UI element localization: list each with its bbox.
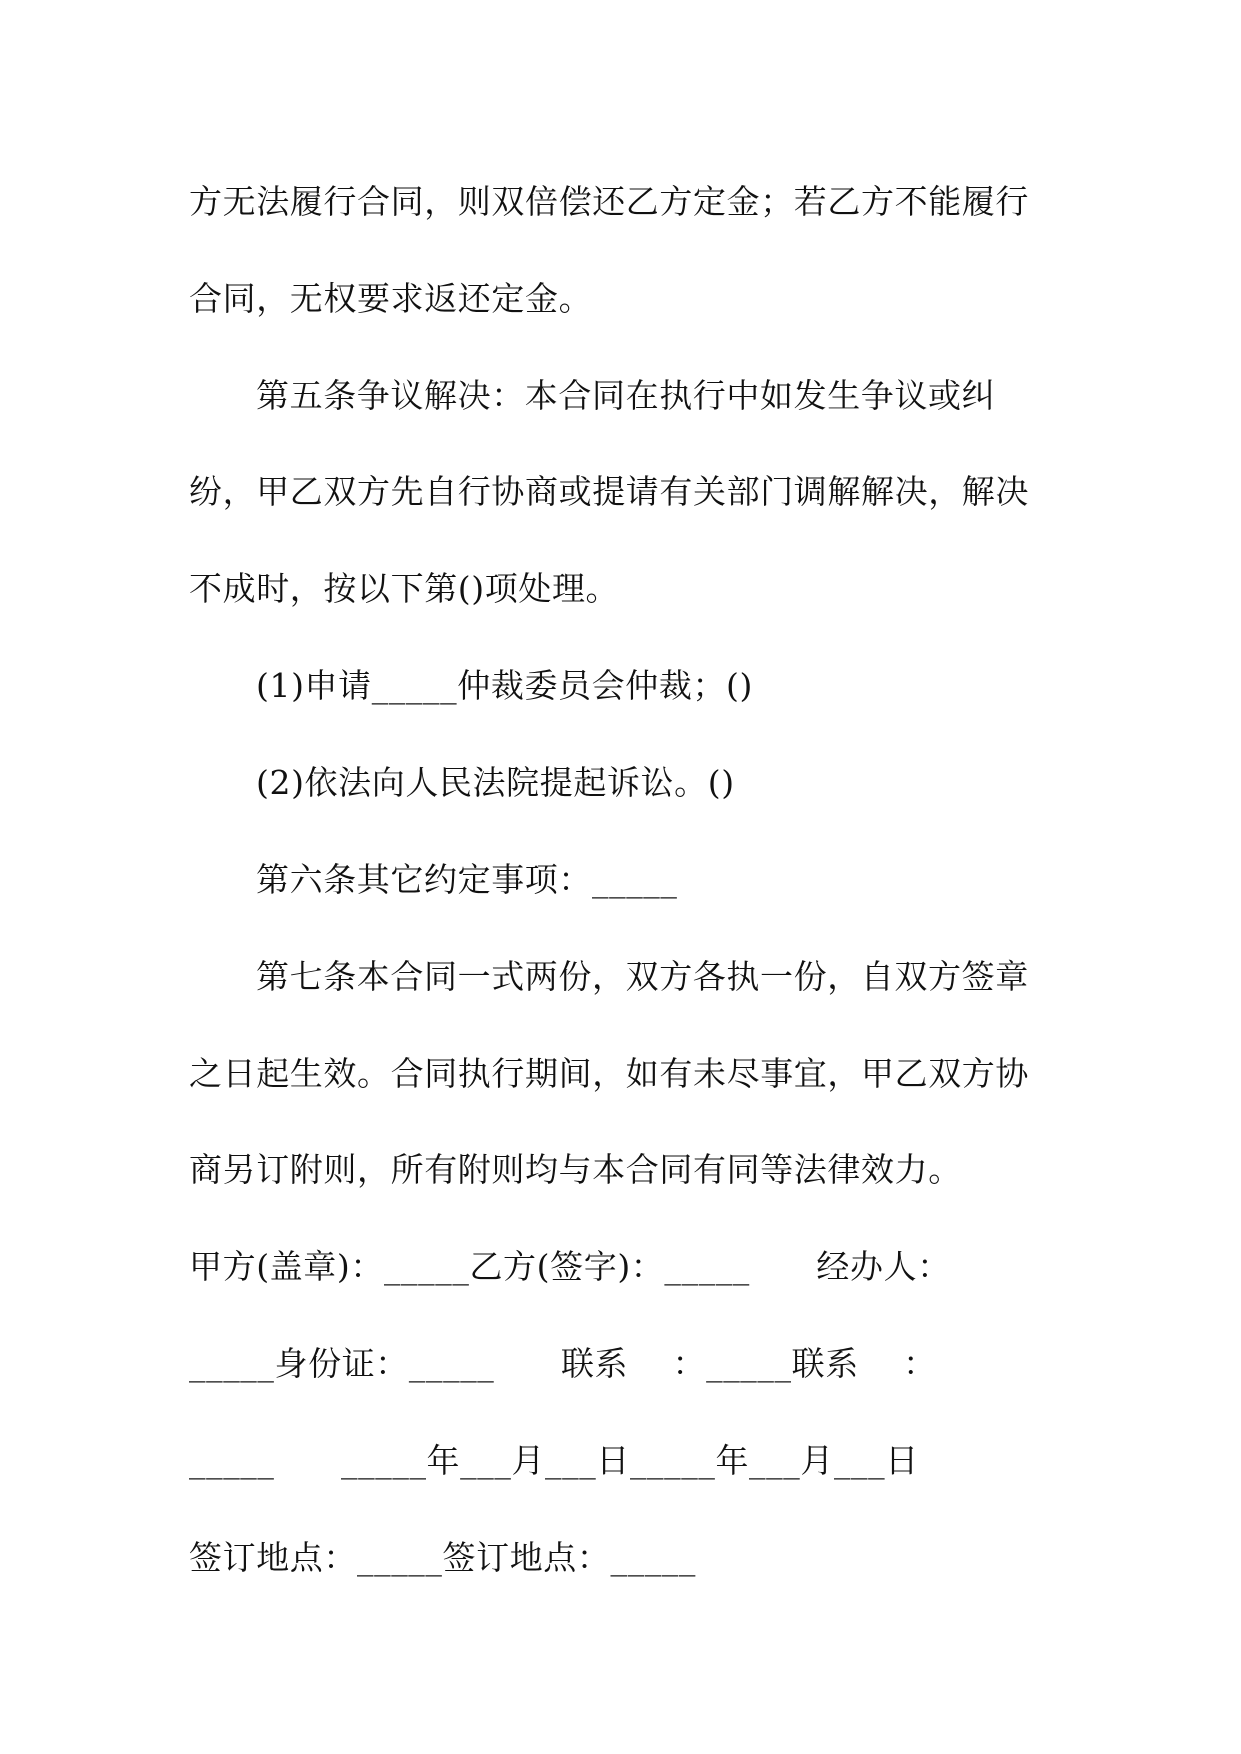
article-7: 第七条本合同一式两份，双方各执一份，自双方签章 bbox=[256, 957, 1029, 996]
option-2: (2)依法向人民法院提起诉讼。() bbox=[256, 763, 735, 802]
option-1: (1)申请_____仲裁委员会仲裁；() bbox=[256, 666, 753, 705]
article-6: 第六条其它约定事项：_____ bbox=[256, 860, 678, 899]
id-contact-line: _____身份证：_____ 联系 ：_____联系 ： bbox=[189, 1344, 937, 1383]
text-line: 合同，无权要求返还定金。 bbox=[189, 279, 593, 318]
signing-place-line: 签订地点：_____签订地点：_____ bbox=[189, 1538, 696, 1577]
date-line: _____ _____年___月___日_____年___月___日 bbox=[189, 1441, 919, 1480]
text-line: 纷，甲乙双方先自行协商或提请有关部门调解解决，解决 bbox=[189, 472, 1029, 511]
text-line: 之日起生效。合同执行期间，如有未尽事宜，甲乙双方协 bbox=[189, 1054, 1029, 1093]
article-5-heading: 第五条争议解决：本合同在执行中如发生争议或纠 bbox=[256, 376, 996, 415]
signature-parties-line: 甲方(盖章)：_____乙方(签字)：_____ 经办人： bbox=[189, 1247, 951, 1286]
text-line: 不成时，按以下第()项处理。 bbox=[189, 569, 620, 608]
text-line: 方无法履行合同，则双倍偿还乙方定金；若乙方不能履行 bbox=[189, 182, 1029, 221]
text-line: 商另订附则，所有附则均与本合同有同等法律效力。 bbox=[189, 1150, 962, 1189]
